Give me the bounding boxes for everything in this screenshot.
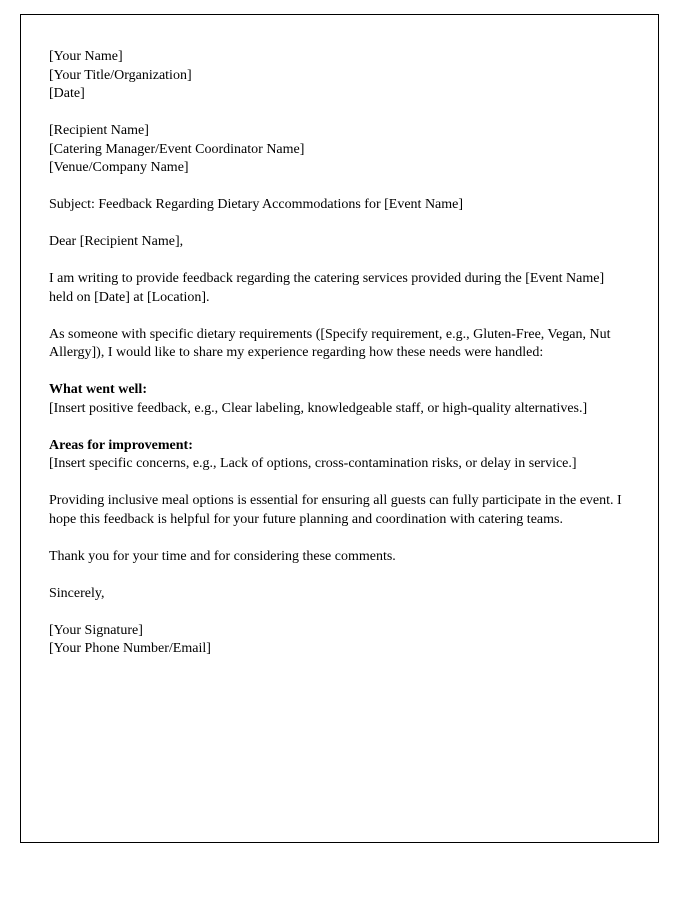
improvement-heading: Areas for improvement:: [49, 437, 193, 453]
recipient-role: [Catering Manager/Event Coordinator Name]: [49, 141, 305, 157]
recipient-company: [Venue/Company Name]: [49, 160, 189, 175]
letter-page: [20, 14, 659, 843]
improvement-body: [Insert specific concerns, e.g., Lack of options, cross-contamination risks, or delay in service.]: [49, 456, 577, 471]
sender-name: [Your Name]: [49, 49, 123, 64]
went-well-section: [49, 381, 630, 418]
subject-line: Subject: Feedback Regarding Dietary Accommodations for [Event Name]: [49, 197, 464, 212]
signature-block: [49, 622, 630, 659]
paragraph-inclusive-options: Providing inclusive meal options is essential for ensuring all guests can fully participate in the event. I hope this feedback is helpful for your future planning and coordination with catering teams.: [49, 493, 622, 527]
paragraph-intro: I am writing to provide feedback regarding the catering services provided during the [Event Name] held on [Date] at [Location].: [49, 271, 605, 305]
salutation: Dear [Recipient Name],: [49, 234, 184, 249]
letter-date: [Date]: [49, 86, 85, 101]
went-well-body: [Insert positive feedback, e.g., Clear labeling, knowledgeable staff, or high-quality alternatives.]: [49, 400, 588, 416]
sender-block: [49, 48, 630, 104]
closing: Sincerely,: [49, 585, 105, 601]
paragraph-thanks: Thank you for your time and for considering these comments.: [49, 548, 396, 564]
recipient-block: [49, 122, 630, 178]
sender-title-organization: [Your Title/Organization]: [49, 67, 192, 83]
contact-info: [Your Phone Number/Email]: [49, 641, 211, 656]
went-well-heading: What went well:: [49, 382, 147, 397]
signature: [Your Signature]: [49, 622, 143, 638]
improvement-section: [49, 437, 630, 474]
paragraph-dietary-requirements: As someone with specific dietary requirements ([Specify requirement, e.g., Gluten-Free, Vegan, Nut Allergy]), I would like to share my experience regarding how these needs were handled:: [49, 326, 611, 360]
recipient-name: [Recipient Name]: [49, 123, 149, 138]
